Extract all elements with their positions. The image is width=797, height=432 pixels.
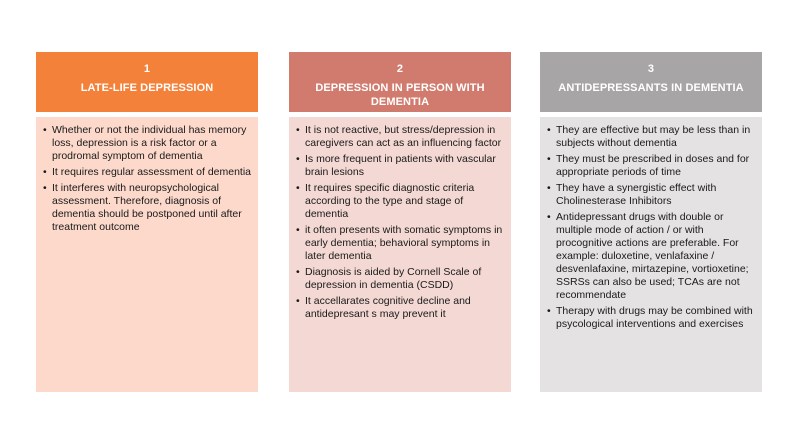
bullet-list: [295, 124, 505, 321]
column-header: [36, 52, 258, 112]
column-header: [289, 52, 511, 112]
column-depression-in-dementia: [289, 52, 511, 392]
column-body: [36, 117, 258, 392]
column-body: [540, 117, 762, 392]
list-item: • It interferes with neuropsychological assessment. Therefore, diagnosis of dementia should be postponed until after treatment outcome: [43, 182, 242, 233]
column-antidepressants-in-dementia: [540, 52, 762, 392]
column-title: ANTIDEPRESSANTS IN DEMENTIA: [558, 82, 744, 94]
list-item: • They must be prescribed in doses and for appropriate periods of time: [547, 153, 750, 178]
column-late-life-depression: [36, 52, 258, 392]
column-number: 3: [647, 63, 655, 75]
list-item: • Antidepressant drugs with double or multiple mode of action / or with procognitive actions are preferable. For example: duloxetine, venlafaxine / desvenlafaxine, mirtazepine, vortioxetine; SSRSs can also be used; TCAs are not recommendate: [547, 211, 749, 301]
list-item: • They have a synergistic effect with Cholinesterase Inhibitors: [547, 182, 717, 207]
list-item: • They are effective but may be less than in subjects without dementia: [547, 124, 751, 149]
column-header: [540, 52, 762, 112]
list-item: • Diagnosis is aided by Cornell Scale of depression in dementia (CSDD): [296, 266, 482, 291]
list-item: • it often presents with somatic symptoms in early dementia; behavioral symptoms in later dementia: [296, 224, 503, 262]
list-item: • It is not reactive, but stress/depression in caregivers can act as an influencing factor: [296, 124, 502, 149]
column-title: LATE-LIFE DEPRESSION: [80, 82, 214, 94]
column-title: DEPRESSION IN PERSON WITH DEMENTIA: [315, 82, 485, 108]
list-item: • Whether or not the individual has memory loss, depression is a risk factor or a prodromal symptom of dementia: [43, 124, 247, 162]
list-item: • It requires specific diagnostic criteria according to the type and stage of dementia: [296, 182, 475, 220]
list-item: • Therapy with drugs may be combined with psycological interventions and exercises: [547, 305, 753, 330]
list-item: • Is more frequent in patients with vascular brain lesions: [296, 153, 496, 178]
column-number: 1: [143, 63, 151, 75]
list-item: • It requires regular assessment of dementia: [43, 166, 252, 178]
column-number: 2: [396, 63, 404, 75]
list-item: • It accellarates cognitive decline and antidepresant s may prevent it: [296, 295, 471, 320]
bullet-list: [42, 124, 252, 234]
bullet-list: [546, 124, 756, 331]
column-body: [289, 117, 511, 392]
